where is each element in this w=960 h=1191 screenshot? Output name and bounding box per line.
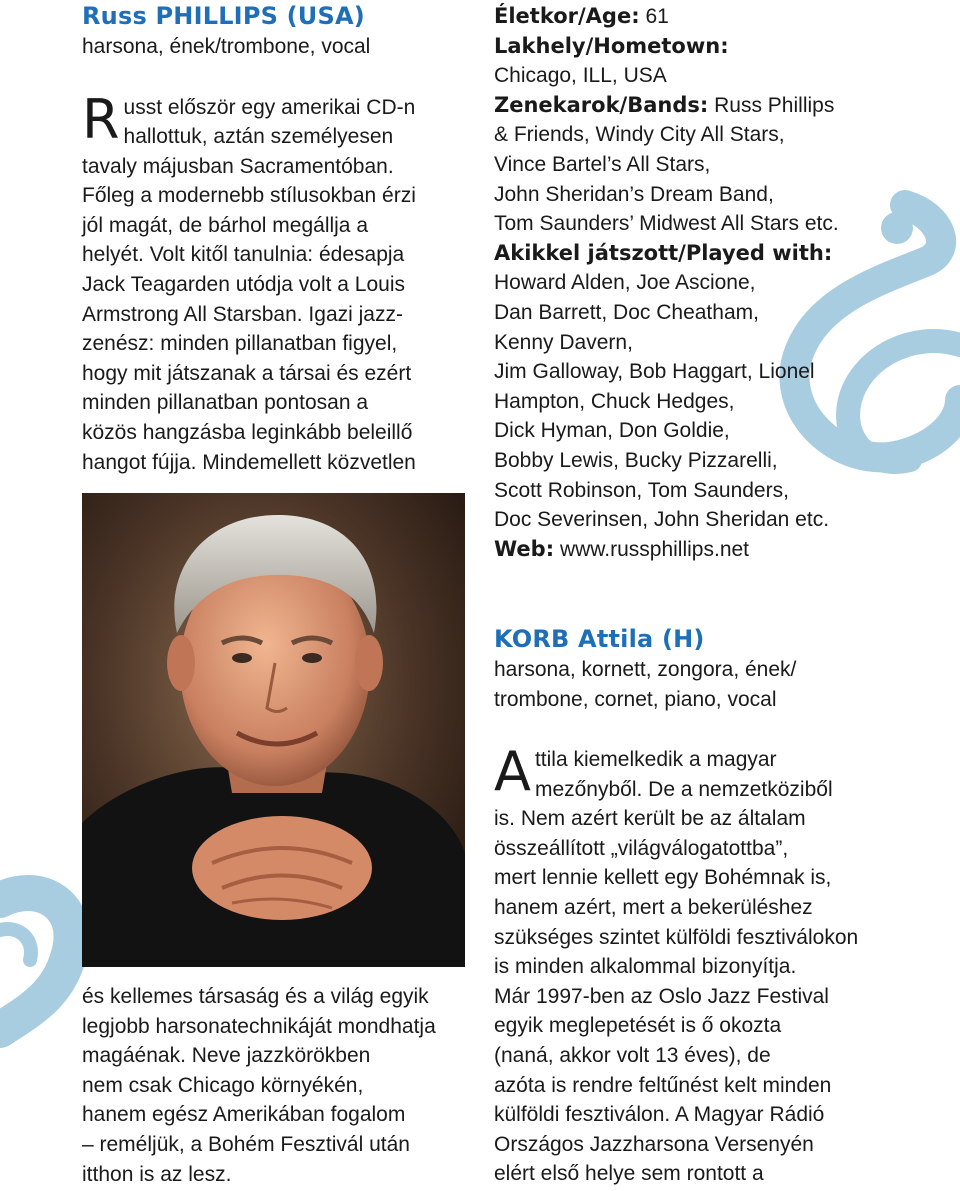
played-line: Doc Severinsen, John Sheridan etc. xyxy=(494,508,830,532)
played-line: Howard Alden, Joe Ascione, xyxy=(494,271,756,295)
russ-intro xyxy=(82,87,472,478)
web-row xyxy=(494,535,954,565)
russ-intro-line: helyét. Volt kitől tanulnia: édesapja xyxy=(82,243,405,267)
russ-outro-line: itthon is az lesz. xyxy=(82,1162,232,1186)
russ-outro-line: és kellemes társaság és a világ egyik xyxy=(82,985,429,1008)
russ-outro-line: legjobb harsonatechnikáját mondhatja xyxy=(82,1014,436,1038)
korb-role-line: harsona, kornett, zongora, ének/ xyxy=(494,658,797,681)
russ-intro-line: Főleg a modernebb stílusokban érzi xyxy=(82,184,416,208)
portrait-illustration xyxy=(82,493,465,967)
bands-label: Zenekarok/Bands: xyxy=(494,92,709,117)
korb-bio-line: Országos Jazzharsona Versenyén xyxy=(494,1132,814,1156)
korb-bio-line: elért első helye sem rontott a xyxy=(494,1162,764,1186)
drop-cap: R xyxy=(82,87,120,151)
russ-intro-line: jól magát, de bárhol megállja a xyxy=(82,213,369,237)
portrait-photo xyxy=(82,493,465,967)
korb-bio-line: Már 1997-ben az Oslo Jazz Festival xyxy=(494,984,829,1008)
russ-outro-line: hanem egész Amerikában fogalom xyxy=(82,1103,406,1127)
korb-role xyxy=(494,655,954,714)
hometown-label: Lakhely/Hometown: xyxy=(494,33,729,58)
korb-bio-line: mezőnyből. De a nemzetköziből xyxy=(534,777,833,801)
drop-cap: A xyxy=(494,740,531,803)
hometown-value: Chicago, ILL, USA xyxy=(494,64,667,88)
bands-line: Tom Saunders’ Midwest All Stars etc. xyxy=(494,212,839,236)
russ-profile xyxy=(82,0,472,477)
russ-intro-line: hallottuk, aztán személyesen xyxy=(123,125,394,149)
russ-intro-line: Jack Teagarden utódja volt a Louis xyxy=(82,273,405,297)
russ-name: Russ PHILLIPS (USA) xyxy=(82,2,365,30)
age-label: Életkor/Age: xyxy=(494,4,640,28)
russ-intro-line: Armstrong All Starsban. Igazi jazz- xyxy=(82,302,403,326)
russ-intro-line: hangot fújja. Mindemellett közvetlen xyxy=(82,450,416,474)
russ-outro-line: – reméljük, a Bohém Fesztivál után xyxy=(82,1132,410,1156)
korb-bio-line: mert lennie kellett egy Bohémnak is, xyxy=(494,866,832,890)
korb-bio xyxy=(494,740,954,1189)
korb-bio-line: ttila kiemelkedik a magyar xyxy=(534,748,777,771)
played-line: Hampton, Chuck Hedges, xyxy=(494,389,735,413)
russ-intro-line: közös hangzásba leginkább beleillő xyxy=(82,421,413,445)
played-line: Jim Galloway, Bob Haggart, Lionel xyxy=(494,360,815,384)
russ-outro-line: magáénak. Neve jazzkörökben xyxy=(82,1044,371,1068)
russ-intro-line: zenész: minden pillanatban figyel, xyxy=(82,332,398,356)
korb-name: KORB Attila (H) xyxy=(494,625,705,653)
bands-line: Vince Bartel’s All Stars, xyxy=(494,152,711,176)
korb-bio-line: is minden alkalommal bizonyítja. xyxy=(494,955,797,979)
played-line: Kenny Davern, xyxy=(494,330,633,354)
age-value: 61 xyxy=(645,5,669,28)
korb-bio-line: egyik meglepetését is ő okozta xyxy=(494,1014,782,1038)
played-label: Akikkel játszott/Played with: xyxy=(494,240,833,265)
played-line: Dan Barrett, Doc Cheatham, xyxy=(494,300,759,324)
korb-role-line: trombone, cornet, piano, vocal xyxy=(494,687,777,711)
bands-first: Russ Phillips xyxy=(714,93,835,117)
korb-bio-line: (naná, akkor volt 13 éves), de xyxy=(494,1043,771,1067)
played-line: Dick Hyman, Don Goldie, xyxy=(494,419,730,443)
korb-bio-line: hanem azért, mert a bekerüléshez xyxy=(494,895,813,919)
played-line: Bobby Lewis, Bucky Pizzarelli, xyxy=(494,448,778,472)
korb-bio-line: is. Nem azért került be az általam xyxy=(494,807,806,831)
age-row xyxy=(494,2,954,32)
russ-role: harsona, ének/trombone, vocal xyxy=(82,35,371,58)
played-line: Scott Robinson, Tom Saunders, xyxy=(494,478,789,502)
korb-bio-line: szükséges szintet külföldi fesztiválokon xyxy=(494,925,859,949)
russ-intro-line: usst először egy amerikai CD-n xyxy=(123,95,416,119)
russ-facts xyxy=(494,2,954,564)
korb-bio-line: összeállított „világválogatottba”, xyxy=(494,836,789,860)
russ-intro-line: tavaly májusban Sacramentóban. xyxy=(82,154,394,178)
russ-outro-line: nem csak Chicago környékén, xyxy=(82,1073,364,1097)
bands-line: John Sheridan’s Dream Band, xyxy=(494,182,774,206)
russ-intro-line: hogy mit játszanak a társai és ezért xyxy=(82,361,412,385)
korb-bio-line: külföldi fesztiválon. A Magyar Rádió xyxy=(494,1103,825,1127)
web-link[interactable]: www.russphillips.net xyxy=(559,537,750,561)
korb-profile xyxy=(494,624,954,1189)
russ-intro-line: minden pillanatban pontosan a xyxy=(82,391,369,415)
bands-line: & Friends, Windy City All Stars, xyxy=(494,123,785,147)
russ-outro xyxy=(82,982,472,1189)
web-label: Web: xyxy=(494,536,555,561)
bands-row xyxy=(494,91,954,121)
korb-bio-line: azóta is rendre feltűnést kelt minden xyxy=(494,1073,832,1097)
